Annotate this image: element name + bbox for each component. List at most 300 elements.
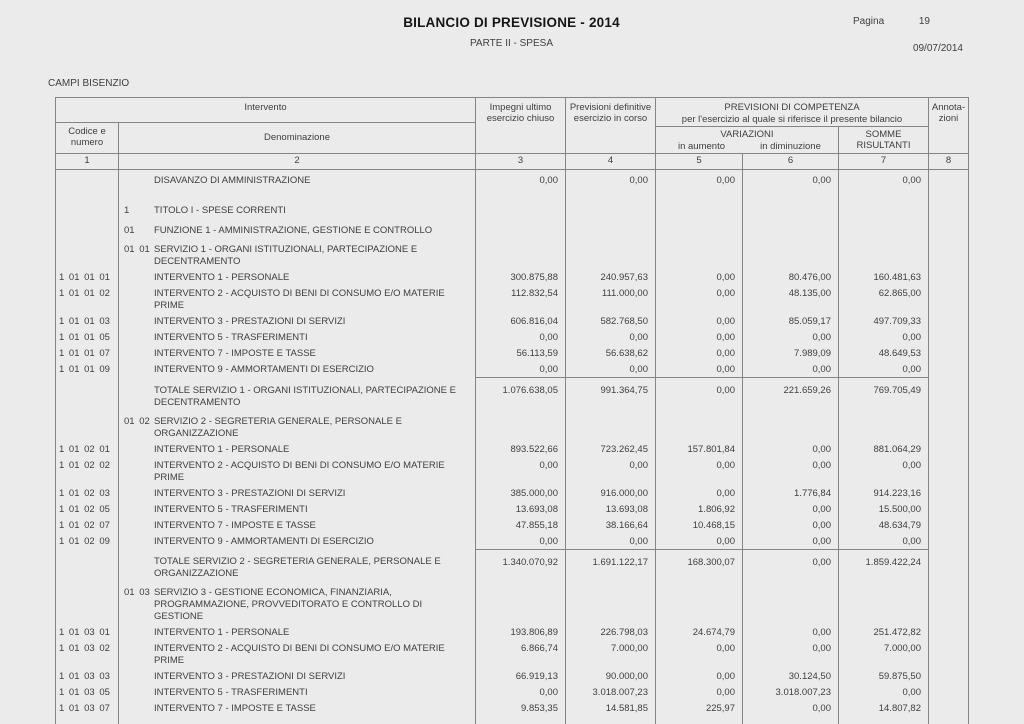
cell-code: [56, 188, 119, 218]
cell-label: INTERVENTO 2 - ACQUISTO DI BENI DI CONSUMO E/O MATERIE PRIME: [154, 459, 445, 483]
cell-variazioni-aumento: 225,97: [656, 700, 743, 716]
header-impegni: Impegni ultimo esercizio chiuso: [476, 98, 566, 154]
cell-denominazione: [119, 700, 476, 716]
cell-code: 1 01 01 02: [56, 285, 119, 313]
cell-somme-risultanti: 48.649,53: [839, 345, 929, 361]
cell-code-prefix: [120, 332, 154, 344]
cell-code-prefix: 01 01: [124, 244, 150, 255]
table-row-servizio: [56, 410, 969, 441]
cell-impegni: 0,00: [476, 684, 566, 700]
header-in-diminuzione: in diminuzione: [760, 141, 821, 152]
cell-denominazione: [119, 533, 476, 550]
entity-name: CAMPI BISENZIO: [48, 78, 130, 89]
cell-somme-risultanti: 0,00: [839, 684, 929, 700]
cell-denominazione: [119, 378, 476, 410]
cell-denominazione: [119, 441, 476, 457]
cell-code-prefix: 01 02: [124, 415, 150, 427]
cell-impegni: 0,00: [476, 361, 566, 378]
cell-impegni: [476, 581, 566, 624]
cell-code: 1 01 03 03: [56, 668, 119, 684]
cell-denominazione: [119, 517, 476, 533]
cell-label: SERVIZIO 2 - SEGRETERIA GENERALE, PERSONALE E ORGANIZZAZIONE: [154, 415, 402, 439]
cell-annotazioni: [929, 640, 969, 668]
cell-impegni: [476, 188, 566, 218]
cell-previsioni-definitive: [566, 238, 656, 269]
cell-previsioni-definitive: 7.000,00: [566, 640, 656, 668]
cell-label: INTERVENTO 3 - PRESTAZIONI DI SERVIZI: [154, 316, 346, 327]
cell-impegni: 56.113,59: [476, 345, 566, 361]
cell-somme-risultanti: 1.859.422,24: [839, 549, 929, 581]
col-number-7: 7: [839, 154, 929, 170]
cell-denominazione: [119, 549, 476, 581]
cell-somme-risultanti: 0,00: [839, 329, 929, 345]
cell-variazioni-aumento: 0,00: [656, 269, 743, 285]
table-row-titolo: [56, 188, 969, 218]
cell-variazioni-diminuzione: [743, 188, 839, 218]
cell-denominazione: [119, 345, 476, 361]
cell-impegni: [476, 410, 566, 441]
cell-variazioni-diminuzione: [743, 218, 839, 238]
table-row-intervento: [56, 441, 969, 457]
cell-previsioni-definitive: [566, 716, 656, 724]
cell-denominazione: [119, 329, 476, 345]
cell-somme-risultanti: 0,00: [839, 457, 929, 485]
cell-code-prefix: [120, 671, 154, 683]
table-row-servizio: [56, 581, 969, 624]
cell-annotazioni: [929, 485, 969, 501]
cell-denominazione: [119, 457, 476, 485]
cell-somme-risultanti: 14.807,82: [839, 700, 929, 716]
cell-annotazioni: [929, 716, 969, 724]
cell-impegni: 112.832,54: [476, 285, 566, 313]
cell-somme-risultanti: [839, 716, 929, 724]
cell-code-prefix: [120, 444, 154, 456]
cell-variazioni-aumento: 0,00: [656, 361, 743, 378]
cell-code-prefix: [120, 504, 154, 516]
cell-code: [56, 716, 119, 724]
cell-code-prefix: [120, 643, 154, 667]
cell-variazioni-diminuzione: [743, 238, 839, 269]
cell-annotazioni: [929, 285, 969, 313]
header-annotazioni-line1: Annota-: [931, 102, 966, 113]
cell-impegni: [476, 238, 566, 269]
cell-somme-risultanti: 497.709,33: [839, 313, 929, 329]
cell-impegni: 0,00: [476, 533, 566, 550]
page-title: BILANCIO DI PREVISIONE - 2014: [403, 15, 620, 30]
cell-denominazione: [119, 269, 476, 285]
cell-label: INTERVENTO 5 - TRASFERIMENTI: [154, 687, 308, 698]
table-row-servizio: [56, 238, 969, 269]
cell-somme-risultanti: 914.223,16: [839, 485, 929, 501]
cell-previsioni-definitive: 991.364,75: [566, 378, 656, 410]
col-number-4: 4: [566, 154, 656, 170]
cell-somme-risultanti: [839, 581, 929, 624]
cell-annotazioni: [929, 218, 969, 238]
cell-code: 1 01 03 02: [56, 640, 119, 668]
cell-label: INTERVENTO 2 - ACQUISTO DI BENI DI CONSUMO E/O MATERIE PRIME: [154, 288, 445, 311]
cell-code: 1 01 01 09: [56, 361, 119, 378]
cell-annotazioni: [929, 361, 969, 378]
cell-variazioni-aumento: 0,00: [656, 285, 743, 313]
cell-variazioni-aumento: 0,00: [656, 329, 743, 345]
page-subtitle: PARTE II - SPESA: [470, 38, 553, 49]
cell-variazioni-diminuzione: 85.059,17: [743, 313, 839, 329]
cell-annotazioni: [929, 345, 969, 361]
cell-variazioni-diminuzione: 48.135,00: [743, 285, 839, 313]
cell-code: 1 01 03 05: [56, 684, 119, 700]
cell-previsioni-definitive: [566, 581, 656, 624]
cell-variazioni-diminuzione: 0,00: [743, 640, 839, 668]
cell-somme-risultanti: 0,00: [839, 170, 929, 189]
header-intervento: Intervento: [56, 98, 476, 123]
table-body: [56, 170, 969, 724]
cell-impegni: 1.076.638,05: [476, 378, 566, 410]
cell-label: FUNZIONE 1 - AMMINISTRAZIONE, GESTIONE E CONTROLLO: [154, 225, 433, 236]
cell-variazioni-diminuzione: 0,00: [743, 700, 839, 716]
page-number-value: 19: [918, 16, 930, 27]
cell-variazioni-diminuzione: 0,00: [743, 533, 839, 550]
cell-denominazione: [119, 684, 476, 700]
col-number-1: 1: [56, 154, 119, 170]
cell-previsioni-definitive: 240.957,63: [566, 269, 656, 285]
cell-impegni: 0,00: [476, 329, 566, 345]
header-in-aumento: in aumento: [677, 141, 725, 152]
table-row-intervento: [56, 269, 969, 285]
cell-previsioni-definitive: 916.000,00: [566, 485, 656, 501]
cell-previsioni-definitive: [566, 218, 656, 238]
header-annotazioni-line2: zioni: [938, 113, 959, 124]
cell-label: INTERVENTO 9 - AMMORTAMENTI DI ESERCIZIO: [154, 364, 374, 375]
header-annotazioni: [929, 98, 969, 154]
col-number-6: 6: [743, 154, 839, 170]
cell-code-prefix: [120, 348, 154, 360]
header-codice-numero: Codice e numero: [56, 123, 119, 154]
page-number-label: Pagina: [853, 16, 885, 27]
table-row-intervento: [56, 517, 969, 533]
cell-variazioni-aumento: [656, 581, 743, 624]
cell-label: DISAVANZO DI AMMINISTRAZIONE: [154, 175, 311, 186]
cell-previsioni-definitive: 56.638,62: [566, 345, 656, 361]
cell-code-prefix: [120, 288, 154, 312]
cell-variazioni-diminuzione: 80.476,00: [743, 269, 839, 285]
table-row-totale: [56, 378, 969, 410]
cell-previsioni-definitive: 0,00: [566, 457, 656, 485]
cell-previsioni-definitive: 1.691.122,17: [566, 549, 656, 581]
cell-variazioni-diminuzione: 0,00: [743, 441, 839, 457]
cell-variazioni-aumento: 0,00: [656, 485, 743, 501]
table-row-spacer: [56, 716, 969, 724]
cell-label: SERVIZIO 1 - ORGANI ISTITUZIONALI, PARTECIPAZIONE E DECENTRAMENTO: [154, 244, 418, 267]
cell-impegni: 6.866,74: [476, 640, 566, 668]
cell-code: [56, 581, 119, 624]
cell-somme-risultanti: 160.481,63: [839, 269, 929, 285]
table-row-intervento: [56, 361, 969, 378]
cell-variazioni-aumento: 0,00: [656, 378, 743, 410]
cell-somme-risultanti: 48.634,79: [839, 517, 929, 533]
budget-table: [55, 97, 969, 724]
cell-impegni: 606.816,04: [476, 313, 566, 329]
cell-variazioni-diminuzione: 0,00: [743, 361, 839, 378]
cell-annotazioni: [929, 517, 969, 533]
cell-label: INTERVENTO 9 - AMMORTAMENTI DI ESERCIZIO: [154, 535, 374, 547]
cell-somme-risultanti: 769.705,49: [839, 378, 929, 410]
cell-code: 1 01 03 07: [56, 700, 119, 716]
header-previsioni-competenza: [656, 98, 929, 127]
table-row-intervento: [56, 313, 969, 329]
cell-impegni: 0,00: [476, 170, 566, 189]
cell-label: INTERVENTO 2 - ACQUISTO DI BENI DI CONSUMO E/O MATERIE PRIME: [154, 643, 445, 666]
column-number-row: [56, 154, 969, 170]
cell-code-prefix: [120, 316, 154, 328]
cell-variazioni-aumento: 0,00: [656, 170, 743, 189]
table-row-disavanzo: [56, 170, 969, 189]
header-previsioni: Previsioni definitive esercizio in corso: [566, 98, 656, 154]
cell-variazioni-diminuzione: [743, 410, 839, 441]
cell-denominazione: [119, 668, 476, 684]
cell-denominazione: [119, 218, 476, 238]
cell-previsioni-definitive: 226.798,03: [566, 624, 656, 640]
cell-variazioni-diminuzione: 221.659,26: [743, 378, 839, 410]
cell-annotazioni: [929, 668, 969, 684]
cell-variazioni-diminuzione: [743, 581, 839, 624]
cell-code-prefix: [120, 364, 154, 376]
cell-somme-risultanti: 0,00: [839, 361, 929, 378]
cell-denominazione: [119, 716, 476, 724]
header-variazioni-label: VARIAZIONI: [720, 129, 774, 140]
cell-previsioni-definitive: 0,00: [566, 533, 656, 550]
table-row-intervento: [56, 624, 969, 640]
print-date: 09/07/2014: [912, 43, 963, 54]
cell-variazioni-diminuzione: 0,00: [743, 517, 839, 533]
cell-denominazione: [119, 188, 476, 218]
cell-impegni: 13.693,08: [476, 501, 566, 517]
cell-code-prefix: [120, 687, 154, 699]
cell-annotazioni: [929, 269, 969, 285]
cell-denominazione: [119, 361, 476, 378]
table-row-intervento: [56, 501, 969, 517]
cell-previsioni-definitive: 38.166,64: [566, 517, 656, 533]
header-variazioni-sublabels: [658, 141, 836, 152]
cell-code: 1 01 01 05: [56, 329, 119, 345]
cell-denominazione: [119, 410, 476, 441]
cell-label: INTERVENTO 5 - TRASFERIMENTI: [154, 332, 308, 343]
col-number-2: 2: [119, 154, 476, 170]
cell-annotazioni: [929, 457, 969, 485]
cell-impegni: 9.853,35: [476, 700, 566, 716]
cell-variazioni-diminuzione: [743, 716, 839, 724]
cell-code: 1 01 01 03: [56, 313, 119, 329]
cell-label: TOTALE SERVIZIO 1 - ORGANI ISTITUZIONALI, PARTECIPAZIONE E DECENTRAMENTO: [154, 384, 456, 408]
cell-previsioni-definitive: 723.262,45: [566, 441, 656, 457]
cell-annotazioni: [929, 684, 969, 700]
cell-code-prefix: [120, 385, 154, 409]
table-row-intervento: [56, 285, 969, 313]
cell-code-prefix: 1: [124, 205, 130, 216]
cell-variazioni-aumento: [656, 716, 743, 724]
cell-previsioni-definitive: 0,00: [566, 170, 656, 189]
table-row-intervento: [56, 329, 969, 345]
cell-code: 1 01 03 01: [56, 624, 119, 640]
cell-impegni: [476, 716, 566, 724]
col-number-3: 3: [476, 154, 566, 170]
cell-previsioni-definitive: 0,00: [566, 329, 656, 345]
cell-annotazioni: [929, 170, 969, 189]
cell-variazioni-diminuzione: 30.124,50: [743, 668, 839, 684]
cell-variazioni-diminuzione: 7.989,09: [743, 345, 839, 361]
page-number: [853, 16, 930, 27]
cell-code: 1 01 01 01: [56, 269, 119, 285]
cell-somme-risultanti: 0,00: [839, 533, 929, 550]
table-row-intervento: [56, 640, 969, 668]
cell-label: INTERVENTO 1 - PERSONALE: [154, 443, 290, 455]
cell-code: 1 01 02 02: [56, 457, 119, 485]
col-number-8: 8: [929, 154, 969, 170]
cell-previsioni-definitive: [566, 410, 656, 441]
cell-label: INTERVENTO 1 - PERSONALE: [154, 627, 290, 638]
cell-previsioni-definitive: 582.768,50: [566, 313, 656, 329]
cell-variazioni-aumento: [656, 218, 743, 238]
cell-annotazioni: [929, 501, 969, 517]
cell-variazioni-aumento: 168.300,07: [656, 549, 743, 581]
cell-code-prefix: 01: [124, 225, 135, 236]
cell-variazioni-aumento: [656, 238, 743, 269]
cell-annotazioni: [929, 549, 969, 581]
cell-annotazioni: [929, 378, 969, 410]
cell-annotazioni: [929, 581, 969, 624]
cell-code: 1 01 02 01: [56, 441, 119, 457]
cell-label: INTERVENTO 7 - IMPOSTE E TASSE: [154, 703, 316, 714]
cell-denominazione: [119, 581, 476, 624]
cell-denominazione: [119, 170, 476, 189]
table-row-intervento: [56, 668, 969, 684]
cell-variazioni-diminuzione: 0,00: [743, 624, 839, 640]
cell-annotazioni: [929, 188, 969, 218]
cell-code: [56, 378, 119, 410]
cell-code-prefix: [120, 175, 154, 187]
cell-label: TOTALE SERVIZIO 2 - SEGRETERIA GENERALE, PERSONALE E ORGANIZZAZIONE: [154, 556, 441, 579]
header-somme-risultanti: SOMME RISULTANTI: [839, 127, 929, 154]
cell-code-prefix: [120, 703, 154, 715]
cell-previsioni-definitive: [566, 188, 656, 218]
cell-variazioni-diminuzione: 1.776,84: [743, 485, 839, 501]
cell-code-prefix: [120, 460, 154, 484]
cell-variazioni-aumento: 24.674,79: [656, 624, 743, 640]
cell-variazioni-aumento: 1.806,92: [656, 501, 743, 517]
cell-variazioni-aumento: 10.468,15: [656, 517, 743, 533]
header-variazioni: [656, 127, 839, 154]
cell-somme-risultanti: [839, 218, 929, 238]
table-row-intervento: [56, 345, 969, 361]
cell-previsioni-definitive: 14.581,85: [566, 700, 656, 716]
cell-label: INTERVENTO 3 - PRESTAZIONI DI SERVIZI: [154, 487, 346, 499]
cell-variazioni-aumento: [656, 188, 743, 218]
cell-somme-risultanti: [839, 188, 929, 218]
cell-label: INTERVENTO 7 - IMPOSTE E TASSE: [154, 519, 316, 531]
cell-code-prefix: [120, 272, 154, 284]
cell-label: SERVIZIO 3 - GESTIONE ECONOMICA, FINANZIARIA, PROGRAMMAZIONE, PROVVEDITORATO E CONTROLLO DI GESTIONE: [154, 587, 423, 622]
cell-impegni: 193.806,89: [476, 624, 566, 640]
cell-code: 1 01 02 05: [56, 501, 119, 517]
cell-previsioni-definitive: 3.018.007,23: [566, 684, 656, 700]
cell-code: [56, 218, 119, 238]
cell-variazioni-aumento: 0,00: [656, 640, 743, 668]
cell-impegni: 47.855,18: [476, 517, 566, 533]
cell-annotazioni: [929, 441, 969, 457]
cell-impegni: 0,00: [476, 457, 566, 485]
cell-code: [56, 410, 119, 441]
cell-impegni: 66.919,13: [476, 668, 566, 684]
cell-label: INTERVENTO 1 - PERSONALE: [154, 272, 290, 283]
cell-code-prefix: [120, 488, 154, 500]
cell-code-prefix: [120, 627, 154, 639]
cell-somme-risultanti: 7.000,00: [839, 640, 929, 668]
cell-variazioni-aumento: 0,00: [656, 533, 743, 550]
cell-denominazione: [119, 640, 476, 668]
cell-variazioni-aumento: 0,00: [656, 684, 743, 700]
col-number-5: 5: [656, 154, 743, 170]
cell-variazioni-aumento: 0,00: [656, 345, 743, 361]
table-row-intervento: [56, 700, 969, 716]
cell-somme-risultanti: 251.472,82: [839, 624, 929, 640]
cell-denominazione: [119, 501, 476, 517]
cell-annotazioni: [929, 624, 969, 640]
cell-somme-risultanti: 62.865,00: [839, 285, 929, 313]
cell-annotazioni: [929, 410, 969, 441]
cell-variazioni-diminuzione: 0,00: [743, 457, 839, 485]
table-header: [56, 98, 969, 170]
cell-previsioni-definitive: 90.000,00: [566, 668, 656, 684]
cell-impegni: 893.522,66: [476, 441, 566, 457]
cell-code: 1 01 02 03: [56, 485, 119, 501]
cell-label: TITOLO I - SPESE CORRENTI: [154, 205, 286, 216]
cell-code-prefix: [120, 536, 154, 548]
cell-denominazione: [119, 313, 476, 329]
cell-code: 1 01 02 09: [56, 533, 119, 550]
header-denominazione: Denominazione: [119, 123, 476, 154]
header-competenza-line2: per l'esercizio al quale si riferisce il presente bilancio: [681, 114, 903, 125]
cell-previsioni-definitive: 13.693,08: [566, 501, 656, 517]
cell-variazioni-aumento: [656, 410, 743, 441]
cell-code-prefix: [120, 556, 154, 580]
table-row-funzione: [56, 218, 969, 238]
table-row-totale: [56, 549, 969, 581]
cell-denominazione: [119, 285, 476, 313]
cell-code: [56, 238, 119, 269]
cell-code: 1 01 02 07: [56, 517, 119, 533]
cell-annotazioni: [929, 700, 969, 716]
cell-variazioni-diminuzione: 0,00: [743, 329, 839, 345]
cell-denominazione: [119, 485, 476, 501]
cell-code-prefix: 01 03: [124, 587, 150, 598]
cell-denominazione: [119, 238, 476, 269]
cell-somme-risultanti: 59.875,50: [839, 668, 929, 684]
cell-variazioni-diminuzione: 0,00: [743, 501, 839, 517]
cell-previsioni-definitive: 111.000,00: [566, 285, 656, 313]
header-competenza-line1: PREVISIONI DI COMPETENZA: [724, 102, 860, 113]
cell-variazioni-diminuzione: 0,00: [743, 549, 839, 581]
cell-variazioni-aumento: 0,00: [656, 457, 743, 485]
cell-label: INTERVENTO 5 - TRASFERIMENTI: [154, 503, 308, 515]
cell-label: INTERVENTO 3 - PRESTAZIONI DI SERVIZI: [154, 671, 346, 682]
table-row-intervento: [56, 533, 969, 550]
cell-somme-risultanti: [839, 238, 929, 269]
cell-code: 1 01 01 07: [56, 345, 119, 361]
cell-variazioni-aumento: 157.801,84: [656, 441, 743, 457]
table-row-intervento: [56, 457, 969, 485]
cell-impegni: 1.340.070,92: [476, 549, 566, 581]
cell-code: [56, 170, 119, 189]
cell-variazioni-aumento: 0,00: [656, 313, 743, 329]
